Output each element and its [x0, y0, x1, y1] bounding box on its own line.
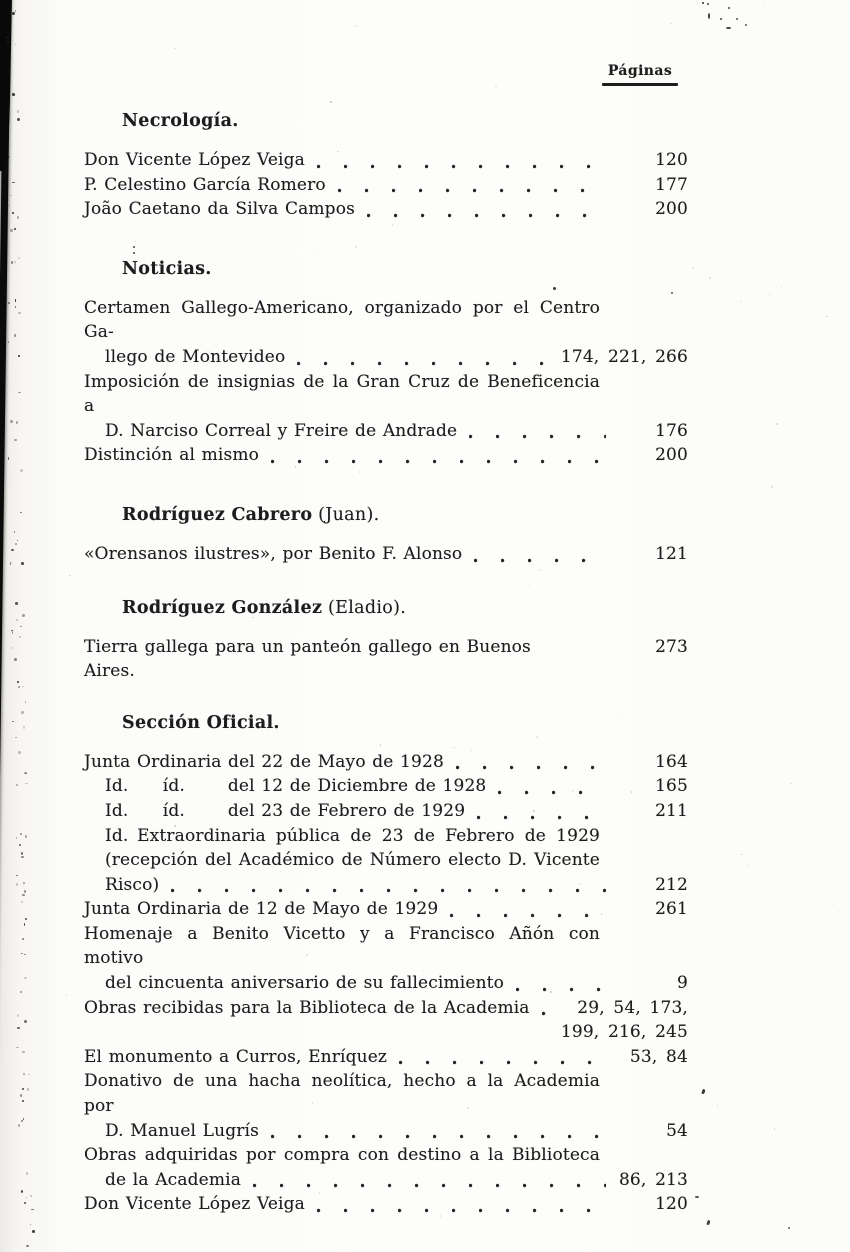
toc-section: [84, 258, 688, 468]
dot-leader: [450, 909, 606, 918]
scan-speck: [728, 7, 730, 9]
page-number: 200: [655, 445, 688, 466]
scan-speck: [25, 773, 27, 774]
scan-speck: [776, 423, 778, 425]
dot-leader: [271, 1130, 606, 1139]
dot-leader: [317, 1204, 606, 1213]
page-number: 211: [655, 800, 688, 821]
page-number: 212: [655, 874, 688, 895]
scan-speck: [17, 1014, 18, 1017]
section-lines: [84, 296, 688, 468]
scan-speck: [11, 549, 14, 551]
toc-line: [84, 1192, 688, 1217]
scan-speck: [24, 772, 27, 773]
toc-line: [84, 419, 688, 444]
entry-title: El monumento a Curros, Enríquez: [84, 1046, 388, 1067]
dot-leader: [477, 811, 606, 820]
toc-section: [84, 504, 688, 567]
entry-title: Don Vicente López Veiga: [84, 150, 305, 170]
toc-line: [84, 542, 688, 567]
scan-speck: [30, 1224, 32, 1225]
toc-line: [84, 922, 688, 971]
scan-speck: [12, 212, 14, 215]
section-heading-bold: Sección Oficial.: [122, 712, 280, 733]
toc-section: [84, 712, 688, 1217]
scan-speck: [21, 953, 23, 955]
toc-line: [84, 370, 688, 419]
page-number: 177: [655, 174, 688, 195]
dot-leader: [498, 786, 606, 795]
toc-line: [84, 873, 688, 898]
entry-title: Obras recibidas para la Biblioteca de la Academia: [84, 997, 530, 1018]
section-heading-regular: (Eladio).: [322, 597, 407, 618]
scan-speck: [16, 883, 18, 886]
dot-leader: [171, 884, 606, 893]
scan-speck: [14, 658, 16, 661]
scan-speck: [769, 294, 770, 295]
scan-speck: [12, 182, 14, 183]
scan-speck: [748, 865, 749, 867]
scan-speck: [17, 216, 19, 219]
dot-leader: [542, 1007, 568, 1016]
toc-line: [84, 173, 688, 198]
scan-speck: [702, 2, 704, 4]
scan-speck: [10, 229, 13, 232]
section-lines: [84, 750, 688, 1217]
scan-speck: [8, 302, 10, 304]
toc-line: [84, 1069, 688, 1118]
entry-title: (recepción del Académico de Número electo D. Vicente: [105, 850, 600, 871]
section-heading: [84, 597, 688, 619]
dot-leader: [297, 357, 551, 366]
scan-speck: [709, 277, 711, 278]
scan-speck: [24, 1202, 26, 1204]
scan-speck: [752, 962, 753, 963]
scan-speck: [25, 783, 28, 785]
dot-leader: [456, 761, 606, 770]
entry-title: Risco): [105, 874, 160, 895]
scan-speck: [69, 575, 71, 576]
scan-speck: [20, 1094, 22, 1097]
scan-speck: [11, 261, 13, 264]
toc-line: [84, 824, 688, 849]
section-heading: [84, 504, 688, 526]
scan-speck: [708, 13, 710, 19]
scan-speck: [18, 355, 20, 356]
entry-title: João Caetano da Silva Campos: [84, 199, 355, 220]
scan-speck: [18, 392, 21, 393]
scan-speck: [16, 784, 18, 786]
scan-speck: [15, 543, 18, 545]
scan-speck: [23, 726, 25, 728]
scan-speck: [22, 1088, 24, 1089]
scan-speck: [14, 531, 16, 532]
scan-speck: [22, 894, 25, 897]
entry-title: Homenaje a Benito Vicetto y a Francisco Añón con motivo: [84, 923, 600, 969]
entry-title: de la Academia: [105, 1169, 241, 1190]
toc-line: [84, 1143, 688, 1168]
toc-line: [84, 996, 688, 1021]
toc-line: [84, 635, 688, 684]
scan-speck: [21, 562, 24, 565]
toc-section: [84, 110, 688, 222]
scan-speck: [695, 1196, 699, 1198]
scan-speck: [32, 1230, 35, 1233]
scan-speck: [24, 923, 25, 926]
entry-title: llego de Montevideo: [105, 346, 286, 367]
entry-title: Imposición de insignias de la Gran Cruz de Beneficencia a: [84, 371, 600, 417]
scan-speck: [17, 681, 18, 683]
toc-line: [84, 971, 688, 996]
scan-speck: [31, 1209, 34, 1211]
scan-speck: [27, 1088, 29, 1091]
entry-title: del cincuenta aniversario de su fallecimiento: [105, 973, 505, 994]
scan-speck: [16, 421, 18, 424]
scan-speck: [18, 312, 21, 314]
scan-speck: [11, 630, 13, 631]
entry-title: P. Celestino García Romero: [84, 174, 326, 195]
scan-speck: [10, 195, 13, 196]
toc-body: [84, 0, 688, 1217]
scan-speck: [781, 286, 782, 287]
scan-speck: [23, 1073, 24, 1075]
section-heading-bold: Rodríguez González: [122, 597, 323, 618]
page-number: 54: [666, 1120, 688, 1141]
scan-speck: [22, 686, 24, 687]
scan-speck: [12, 721, 15, 722]
scan-speck: [15, 737, 17, 739]
scan-speck: [19, 844, 21, 846]
page-number: 53, 84: [629, 1046, 688, 1067]
dot-leader: [474, 554, 606, 563]
scan-speck: [14, 439, 17, 441]
entry-title: Obras adquiridas por compra con destino a la Biblioteca: [84, 1145, 600, 1166]
entry-title: Id. íd. del 12 de Diciembre de 1928: [105, 776, 487, 797]
dot-leader: [469, 430, 606, 439]
scan-speck: [458, 1240, 459, 1242]
page-number: 164: [655, 751, 688, 772]
scan-speck: [18, 257, 20, 260]
scan-speck: [14, 261, 16, 262]
scan-speck: [15, 306, 16, 308]
scan-speck: [25, 918, 27, 919]
scan-speck: [26, 1197, 28, 1198]
scan-speck: [771, 486, 773, 487]
scan-speck: [20, 626, 22, 627]
entry-title: Junta Ordinaria del 22 de Mayo de 1928: [84, 751, 444, 772]
scan-speck: [25, 701, 26, 703]
scan-speck: [24, 954, 27, 955]
dot-leader: [399, 1056, 606, 1065]
scan-speck: [28, 1074, 31, 1075]
entry-title: Junta Ordinaria de 12 de Mayo de 1929: [84, 899, 439, 920]
scan-speck: [21, 1120, 23, 1122]
dot-leader: [317, 160, 606, 169]
book-binding-edge-top: [0, 0, 12, 171]
dot-leader: [587, 671, 606, 680]
entry-title: Don Vicente López Veiga: [84, 1194, 305, 1215]
page-number: 9: [677, 973, 688, 994]
scan-speck: [20, 833, 22, 835]
scan-speck: [22, 938, 25, 940]
toc-line: [84, 296, 688, 345]
scan-speck: [66, 994, 67, 996]
page-number: 200: [655, 199, 688, 220]
scan-speck: [24, 977, 27, 978]
scan-speck: [17, 110, 19, 113]
scan-speck: [21, 901, 23, 903]
toc-line: [84, 1020, 688, 1045]
scan-speck: [24, 890, 26, 893]
toc-line: [84, 148, 688, 173]
scan-speck: [12, 631, 13, 634]
scan-speck: [22, 614, 24, 617]
scan-speck: [30, 1195, 32, 1198]
entry-title: Id. Extraordinaria pública de 23 de Febrero de 1929: [105, 825, 600, 846]
scan-speck: [16, 837, 17, 840]
entry-title: Tierra gallega para un panteón gallego en Buenos Aires.: [84, 636, 531, 682]
scan-speck: [15, 10, 16, 12]
scan-speck: [21, 711, 24, 714]
scan-speck: [11, 647, 12, 648]
scan-speck: [8, 341, 9, 343]
scan-speck: [717, 1105, 718, 1107]
page-number: 29, 54, 173,: [577, 997, 688, 1018]
page-number: 120: [655, 150, 688, 170]
page-number: 273: [655, 636, 688, 657]
page-number: 199, 216, 245: [560, 1022, 688, 1043]
toc-line: [84, 848, 688, 873]
book-binding-edge: [0, 0, 11, 1252]
scan-speck: [20, 991, 21, 994]
section-heading-regular: (Juan).: [312, 504, 380, 525]
scan-speck: [17, 118, 20, 120]
page-number: 165: [655, 776, 688, 797]
scan-speck: [18, 1124, 21, 1127]
scan-speck: [16, 619, 18, 622]
scan-speck: [736, 18, 738, 20]
scan-speck: [15, 299, 17, 301]
section-lines: [84, 542, 688, 567]
scan-speck: [701, 1089, 705, 1095]
dot-leader: [367, 209, 606, 218]
scan-speck: [726, 27, 731, 29]
page-number: 120: [655, 1194, 688, 1215]
section-heading-bold: Rodríguez Cabrero: [122, 504, 313, 525]
section-heading: [84, 258, 688, 280]
scan-speck: [720, 18, 722, 20]
toc-line: [84, 799, 688, 824]
scan-speck: [19, 636, 21, 638]
scan-speck: [26, 1172, 28, 1175]
scan-speck: [22, 1051, 25, 1053]
scan-speck: [14, 228, 16, 229]
toc-line: [84, 345, 688, 370]
scan-speck: [707, 3, 709, 5]
scan-speck: [14, 334, 16, 336]
scan-speck: [18, 751, 21, 753]
toc-line: [84, 197, 688, 222]
scan-speck: [17, 540, 19, 541]
scan-speck: [52, 495, 53, 496]
scan-speck: [740, 301, 742, 302]
scan-speck: [763, 5, 764, 6]
scan-speck: [23, 882, 25, 884]
scan-speck: [741, 854, 743, 855]
scan-speck: [22, 1100, 24, 1102]
page-number: 174, 221, 266: [560, 346, 688, 367]
dot-leader: [253, 1179, 606, 1188]
dot-leader: [271, 455, 606, 464]
page-number: 261: [655, 899, 688, 920]
scan-speck: [18, 686, 20, 688]
scan-speck: [23, 1118, 24, 1120]
scan-speck: [774, 1128, 775, 1129]
scan-speck: [10, 420, 12, 423]
scan-speck: [15, 44, 17, 46]
scan-speck: [24, 1020, 27, 1023]
toc-line: [84, 443, 688, 468]
toc-line: [84, 1119, 688, 1144]
page-number: 121: [655, 543, 688, 564]
dot-leader: [96, 1032, 551, 1041]
section-heading-bold: Noticias.: [122, 258, 212, 279]
scan-speck: [12, 12, 14, 15]
section-heading-bold: Necrología.: [122, 111, 239, 131]
section-lines: [84, 148, 688, 222]
section-heading: [84, 110, 688, 132]
section-heading: [84, 712, 688, 734]
entry-title: Certamen Gallego-Americano, organizado por el Centro Ga-: [84, 297, 600, 343]
toc-line: [84, 1045, 688, 1070]
entry-title: D. Manuel Lugrís: [105, 1120, 259, 1141]
dot-leader: [516, 983, 606, 992]
scan-speck: [833, 905, 834, 906]
page-number: 86, 213: [618, 1169, 688, 1190]
dot-leader: [338, 184, 606, 193]
scan-speck: [12, 93, 14, 96]
scan-speck: [693, 267, 694, 269]
toc-line: [84, 750, 688, 775]
section-lines: [84, 635, 688, 684]
scan-speck: [790, 783, 791, 784]
scan-speck: [25, 835, 27, 838]
scan-speck: [21, 1190, 23, 1193]
toc-section: [84, 597, 688, 684]
scan-speck: [20, 469, 23, 472]
toc-line: [84, 1168, 688, 1193]
entry-title: D. Narciso Correal y Freire de Andrade: [105, 420, 458, 441]
entry-title: «Orensanos ilustres», por Benito F. Alonso: [84, 543, 463, 564]
scan-speck: [20, 512, 23, 513]
scan-speck: [8, 457, 9, 459]
page-number: 176: [655, 420, 688, 441]
scan-speck: [826, 316, 828, 317]
scan-speck: [16, 1047, 18, 1048]
scan-speck: [706, 1220, 710, 1226]
scan-speck: [21, 852, 23, 855]
toc-line: [84, 897, 688, 922]
entry-title: Distinción al mismo: [84, 445, 260, 466]
scan-speck: [788, 1227, 790, 1229]
scan-speck: [26, 1245, 29, 1247]
scan-speck: [17, 1027, 20, 1028]
scan-speck: [745, 24, 747, 26]
toc-line: [84, 774, 688, 799]
scan-speck: [10, 562, 11, 564]
entry-title: Donativo de una hacha neolítica, hecho a la Academia por: [84, 1071, 600, 1117]
entry-title: Id. íd. del 23 de Febrero de 1929: [105, 800, 466, 821]
scan-speck: [15, 602, 18, 605]
scan-speck: [16, 875, 18, 876]
pages-column-header: Páginas: [607, 63, 673, 79]
scan-speck: [21, 856, 24, 858]
